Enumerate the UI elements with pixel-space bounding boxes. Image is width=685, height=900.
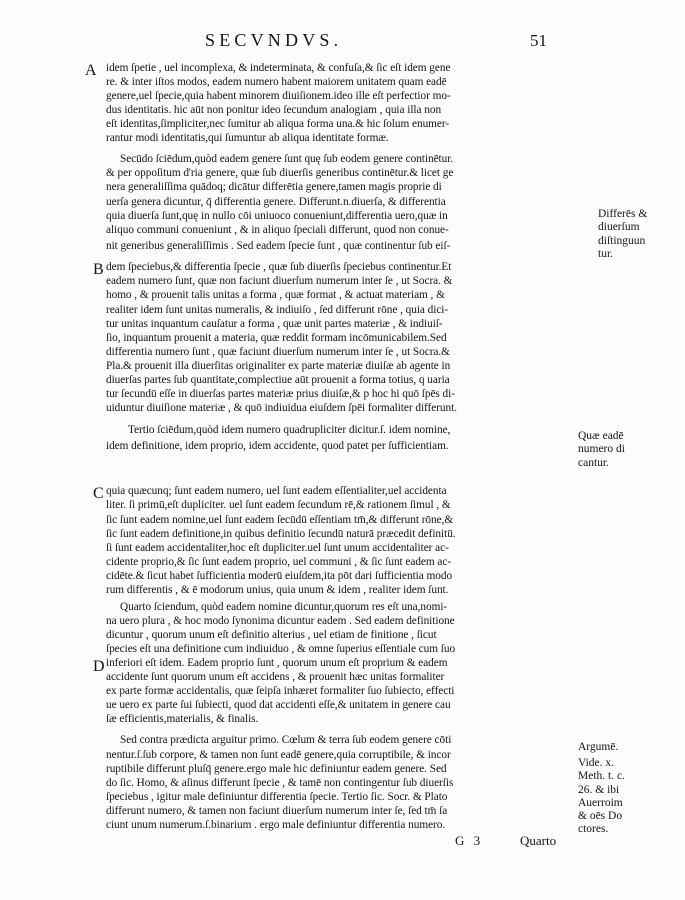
margin-note: Differēs & diuerſum diſtinguun tur.	[598, 208, 648, 260]
text-line: idem definitione, idem proprio, idem accidente, quod patet per ſufficientiam.	[106, 440, 449, 452]
running-head: SECVNDVS.	[205, 30, 343, 50]
text-line: cidēte.& ſicut habet ſufficientia moderū eiuſdem,ita pōt dari ſufficientia modo	[106, 570, 453, 582]
section-letter-b: B	[93, 261, 104, 278]
text-line: nentur.ſ.ſub corpore, & tamen non ſunt eadē genere,quia corruptibile, & incor	[106, 749, 451, 761]
text-line: rantur modi identitatis,qui ſumuntur ab aliqua identitate formæ.	[106, 132, 389, 144]
text-line: ſic ſunt eadem nomine,uel ſunt eadem ſecūdū eſſentiam tm̄,& differunt rōne,&	[106, 514, 454, 526]
section-letter-a: A	[85, 62, 97, 79]
text-line: dicuntur , quorum unum eſt definitio alterius , uel etiam de finitione , ſicut	[106, 629, 437, 641]
text-line: diuerſas partes ſub quantitate,complectiue aūt prouenit a forma totius, q uaria	[106, 374, 450, 386]
text-line: Secūdo ſciēdum,quòd eadem genere ſunt quę ſub eodem genere continētur.	[120, 153, 454, 165]
margin-note: Quæ eadē numero di cantur.	[578, 430, 625, 469]
text-line: ex parte formæ accidentalis, quæ ſeipſa inhæret formaliter ſuo ſubiecto, effecti	[106, 685, 455, 697]
section-letter-d: D	[93, 658, 105, 675]
page-number: 51	[530, 31, 547, 50]
text-line: tur unitas inquantum cauſatur a forma , quæ unit partes materiæ , & indiuiſ-	[106, 318, 443, 330]
text-line: eſt identitas,ſimpliciter,nec ſumitur ab aliqua forma una.& hic ſolum enumer-	[106, 118, 450, 130]
text-line: ſio, inquantum prouenit a materia, quæ reddit formam incōmunicabilem.Sed	[106, 332, 447, 344]
signature-mark: G 3	[455, 833, 484, 848]
text-line: rum differentis , & ē modorum unius, quia unum & idem , realiter idem ſunt.	[106, 584, 449, 596]
text-line: homo , & prouenit talis unitas a forma , quæ format , & actuat materiam , &	[106, 289, 445, 301]
text-line: ſi ſunt eadem accidentaliter,hoc eſt dupliciter.uel ſunt unum accidentaliter ac-	[106, 542, 449, 554]
text-line: ruptibile differunt pluſq̄ genere.ergo male hic definiuntur eadem genere. Sed	[106, 763, 447, 775]
text-line: differunt numero, & tamen non faciunt diuerſum numerum inter ſe, ſed tm̄ ſa	[106, 805, 448, 817]
text-line: tur ſecundū eſſe in diuerſas partes materiæ prius diuiſæ,& p hoc hi quō ſpēs di-	[106, 388, 455, 400]
text-line: nera generaliſſima quādoq; dicātur differētia genere,tamen magis proprie di	[106, 181, 442, 193]
text-line: ue uero ex parte ſui ſubiecti, quod dat accidenti eſſe,& unitatem in genere cau	[106, 699, 451, 711]
text-line: aliquo communi conueniunt , & in aliquo ſpeciali differunt, quod non conue-	[106, 224, 449, 236]
text-line: cidente proprio,& ſic ſunt eadem proprio, uel communi , & ſic ſunt eadem ac-	[106, 556, 452, 568]
text-line: Sed contra prædicta arguitur primo. Cœlum & terra ſub eodem genere cōti	[120, 734, 452, 746]
text-line: realiter idem ſunt unitas numeralis, & indiuiſo , ſed differunt rōne , quia dici-	[106, 304, 449, 316]
text-line: liter. ſi primū,eſt dupliciter. uel ſunt eadem ſecundum rē,& rationem ſimul , &	[106, 499, 451, 511]
text-line: quia diuerſa ſunt,quę in nullo cōi uniuoco conueniunt,differentia uero,quæ in	[106, 210, 448, 222]
text-line: idem ſpetie , uel incomplexa, & indeterminata, & confuſa,& ſic eſt idem gene	[106, 62, 451, 74]
text-line: accidente ſunt quorum unum eſt accidens , & prouenit hæc unitas formaliter	[106, 671, 445, 683]
text-line: Tertio ſciēdum,quòd idem numero quadrupliciter dicitur.ſ. idem nomine,	[128, 424, 451, 436]
text-line: ſæ efficientis,materialis, & finalis.	[106, 713, 259, 725]
text-line: differentia numero ſunt , quæ faciunt diuerſum numerum inter ſe , ut Socra.&	[106, 346, 450, 358]
text-line: Quarto ſciendum, quòd eadem nomine dicuntur,quorum res eſt una,nomi-	[120, 601, 448, 613]
text-line: quia quæcunq; ſunt eadem numero, uel ſunt eadem eſſentialiter,uel accidenta	[106, 485, 447, 497]
text-line: ſpecies eſt una definitione cum indiuiduo , & omne ſuperius eſſentiale cum ſuo	[106, 643, 456, 655]
text-line: inferiori eſt idem. Eadem proprio ſunt , quorum unum eſt proprium & eadem	[106, 657, 448, 669]
text-line: nit generibus generaliſſimis . Sed eadem ſpecie ſunt , quæ continentur ſub eiſ-	[106, 240, 451, 252]
text-line: dus identitatis. hic aūt non ponitur ideo ſecundum analogiam , quia illa non	[106, 104, 442, 116]
text-line: na uero plura , & hoc modo ſynonima dicuntur eadem . Sed eadem definitione	[106, 615, 455, 627]
text-line: ſpeciebus , igitur male definiuntur differentia ſpecie. Tertio ſic. Socr. & Plato	[106, 791, 448, 803]
text-line: dem ſpeciebus,& differentia ſpecie , quæ ſub diuerſis ſpeciebus continentur.Et	[106, 261, 452, 273]
margin-note: Argumē.	[578, 741, 619, 753]
text-line: Pla.& prouenit illa diuerſitas originaliter ex parte materiæ diuiſæ ab agente in	[106, 360, 451, 372]
text-line: ciunt unum numerum.ſ.binarium . ergo male definiuntur differentia numero.	[106, 819, 446, 831]
catchword: Quarto	[520, 833, 557, 848]
text-line: re. & inter iſtos modos, eadem numero habent maiorem unitatem quam eadē	[106, 76, 447, 88]
text-line: ſic ſunt eadem definitione,in quibus definitio ſecundū naturā præcedit definitū.	[106, 528, 456, 540]
text-line: & per oppoſitum d'ria genere, quæ ſub diuerſis generibus continētur.& licet ge	[106, 167, 454, 179]
margin-note: Vide. x. Meth. t. c. 26. & ibi Auerroim & oēs Do ctores.	[578, 757, 625, 836]
text-line: uiduntur diuiſione materiæ , & quō indiuidua eiuſdem ſpēi formaliter differunt.	[106, 402, 457, 414]
text-line: eadem numero ſunt, quæ non faciunt diuerſum numerum inter ſe , ut Socra. &	[106, 275, 453, 287]
section-letter-c: C	[93, 485, 104, 502]
text-line: do ſic. Homo, & aſinus differunt ſpecie , & tamē non contingentur ſub diuerſis	[106, 777, 454, 789]
text-line: uerſa genera dicuntur, q̄ differentia genere. Differunt.n.diuerſa, & differentia	[106, 196, 446, 208]
text-line: genere,uel ſpecie,quia habent minorem diuiſionem.ideo ille eſt perfectior mo-	[106, 90, 451, 102]
